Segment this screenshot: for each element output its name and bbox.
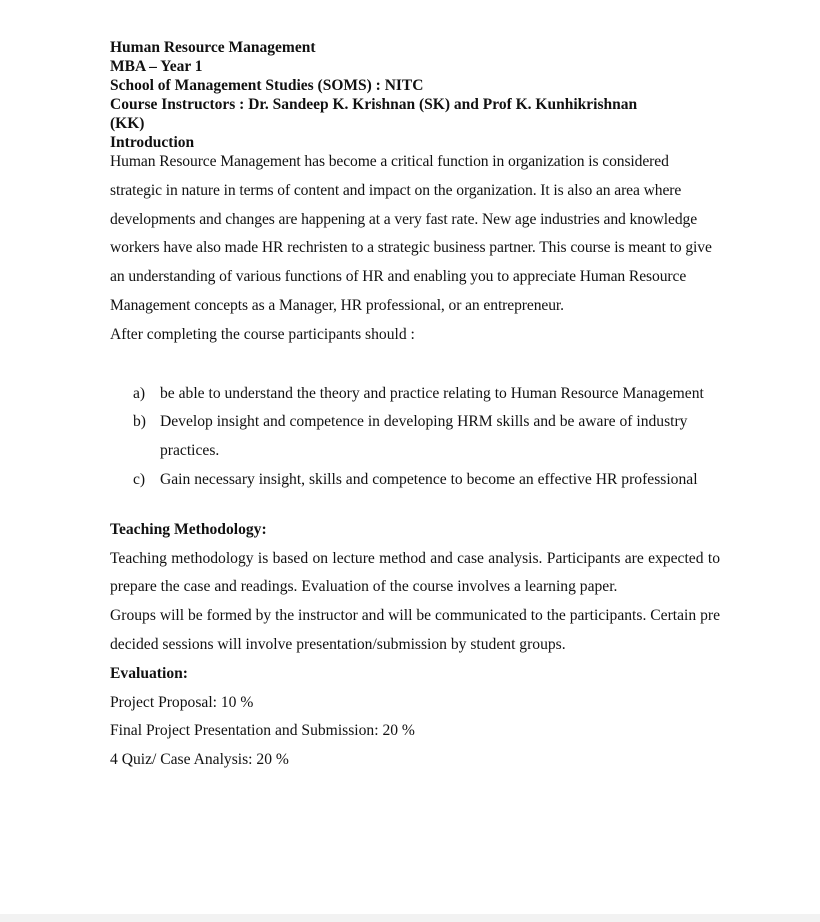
document-body: [110, 38, 720, 775]
objective-item-c: [110, 466, 720, 495]
list-marker: b): [133, 413, 146, 431]
teaching-paragraph-1: Teaching methodology is based on lecture method and case analysis. Participants are expected to prepare the case and readings. Evaluation of the course involves a learning paper.: [110, 549, 720, 596]
page-bottom-edge: [0, 914, 820, 922]
introduction-heading: Introduction: [110, 134, 195, 151]
evaluation-item: 4 Quiz/ Case Analysis: 20 %: [110, 751, 289, 769]
objectives-intro: After completing the course participants should :: [110, 325, 415, 343]
objective-item-a: [110, 380, 720, 409]
objective-text: be able to understand the theory and practice relating to Human Resource Management: [160, 384, 704, 402]
objective-text: Develop insight and competence in developing HRM skills and be aware of industry practices.: [160, 413, 688, 460]
course-title: Human Resource Management: [110, 39, 316, 56]
evaluation-item: Final Project Presentation and Submission: 20 %: [110, 722, 415, 740]
introduction-paragraph: Human Resource Management has become a critical function in organization is considered strategic in nature in terms of content and impact on the organization. It is also an area where developments and changes are happening at a very fast rate. New age industries and knowledge workers have also made HR rechristen to a strategic business partner. This course is meant to give an understanding of various functions of HR and enabling you to appreciate Human Resource Management concepts as a Manager, HR professional, or an entrepreneur.: [110, 153, 712, 314]
objective-item-b: [110, 408, 720, 466]
school-name: School of Management Studies (SOMS) : NITC: [110, 77, 424, 94]
evaluation-heading: Evaluation:: [110, 664, 188, 682]
instructors-line-cont: (KK): [110, 115, 145, 132]
evaluation-item: Project Proposal: 10 %: [110, 693, 254, 711]
list-marker: c): [133, 470, 146, 488]
objective-text: Gain necessary insight, skills and competence to become an effective HR professional: [160, 470, 698, 488]
teaching-paragraph-2: Groups will be formed by the instructor and will be communicated to the participants. Certain pre decided sessions will involve presentation/submission by student groups.: [110, 607, 720, 653]
teaching-methodology-heading: Teaching Methodology:: [110, 520, 267, 538]
objectives-list: [110, 380, 720, 495]
program-year: MBA – Year 1: [110, 58, 203, 75]
list-marker: a): [133, 384, 146, 402]
instructors-line: Course Instructors : Dr. Sandeep K. Krishnan (SK) and Prof K. Kunhikrishnan: [110, 96, 638, 113]
